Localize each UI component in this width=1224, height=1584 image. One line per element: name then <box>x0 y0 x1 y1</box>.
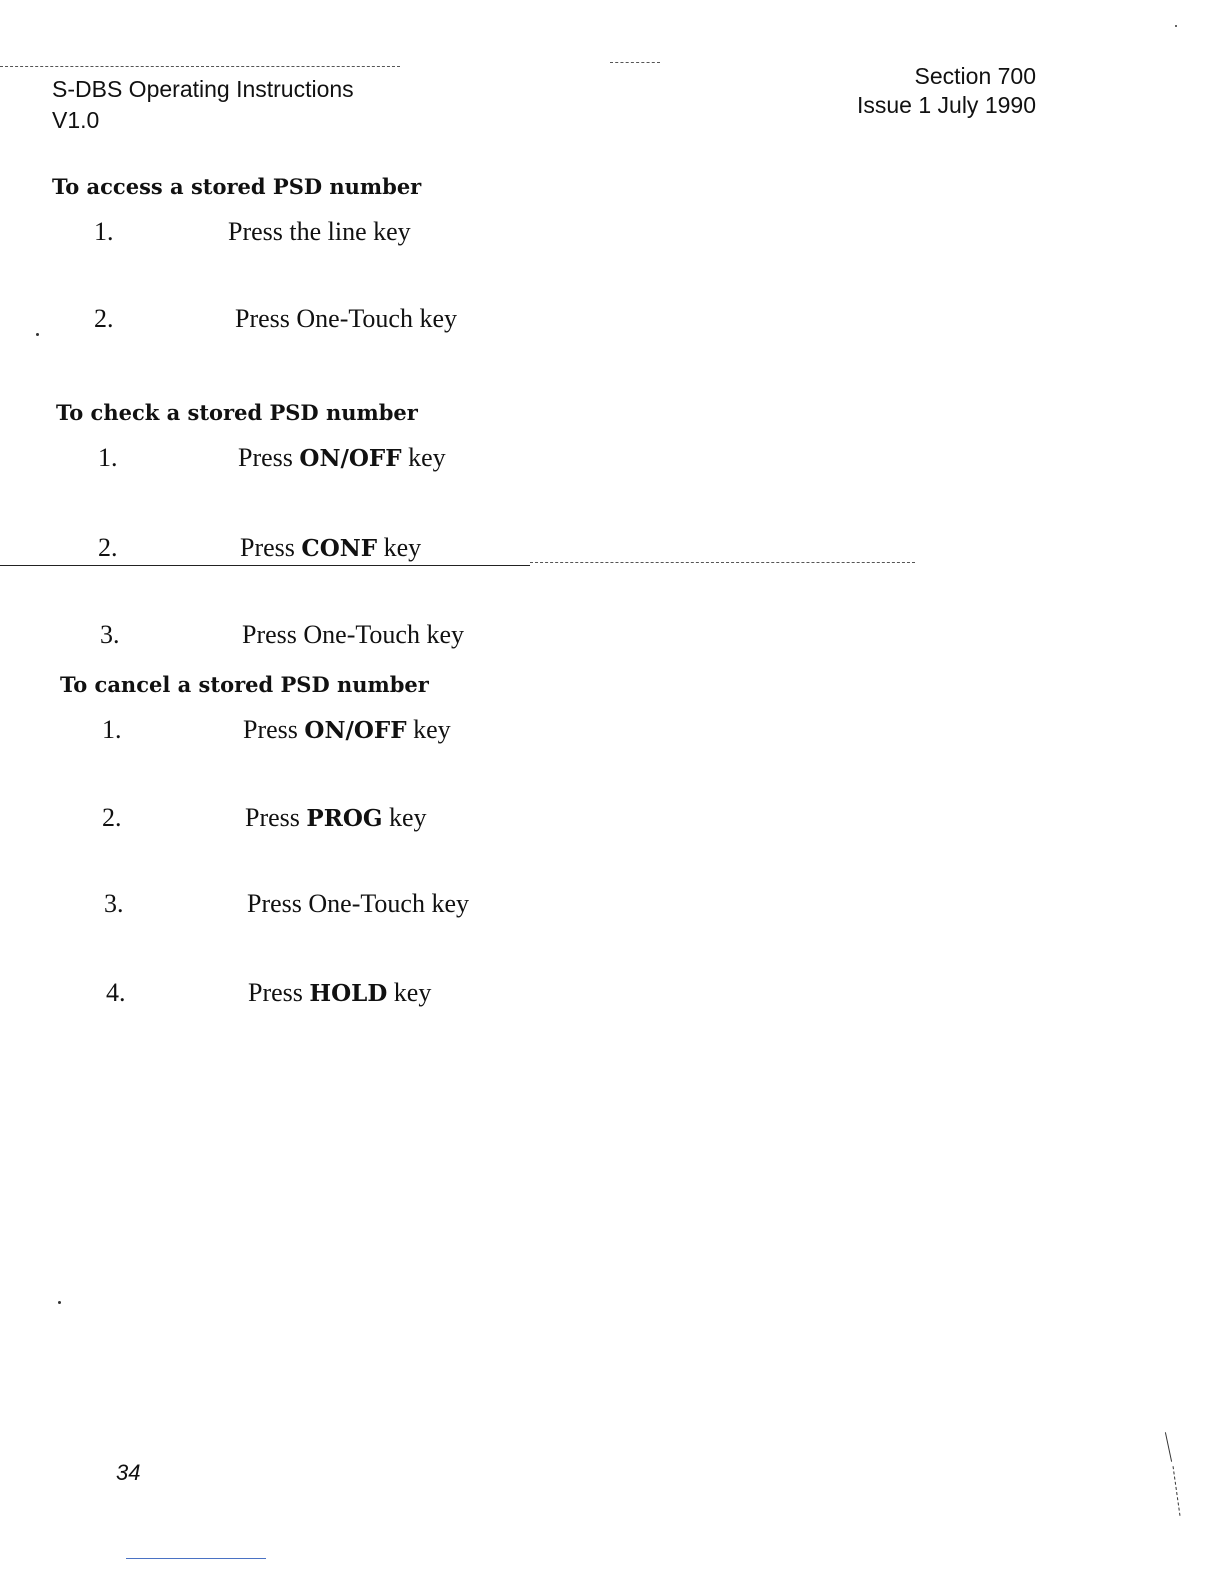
header-right <box>857 62 1036 120</box>
key-name: PROG <box>306 805 383 832</box>
step-number: 2. <box>98 533 118 562</box>
footer-line <box>126 1558 266 1559</box>
page-number: 34 <box>116 1460 141 1485</box>
scan-edge-mark <box>1173 1466 1181 1516</box>
step-number: 2. <box>102 803 122 832</box>
step-text: Press PROG key <box>245 803 427 832</box>
step-number: 3. <box>104 889 124 918</box>
section-number: Section 700 <box>914 63 1036 89</box>
scan-speck <box>1175 25 1177 27</box>
step-text: Press One-Touch key <box>242 620 465 649</box>
step-number: 1. <box>102 715 122 744</box>
top-rule-left <box>0 66 400 67</box>
scan-edge-mark <box>1165 1432 1172 1462</box>
step-text: Press One-Touch key <box>235 304 458 333</box>
step-text: Press the line key <box>228 217 411 246</box>
section-title-cancel: To cancel a stored PSD number <box>60 672 429 697</box>
step-text: Press ON/OFF key <box>238 443 446 472</box>
key-name: HOLD <box>309 980 388 1007</box>
mid-rule-solid <box>0 565 530 566</box>
step-text: Press CONF key <box>240 533 422 562</box>
key-name: CONF <box>301 535 378 562</box>
step-number: 3. <box>100 620 120 649</box>
step-text: Press One-Touch key <box>247 889 470 918</box>
doc-title: S-DBS Operating Instructions <box>52 76 354 102</box>
section-title-check: To check a stored PSD number <box>56 400 418 425</box>
section-title-access: To access a stored PSD number <box>52 174 422 199</box>
header-left <box>52 75 354 135</box>
scan-speck <box>36 333 39 336</box>
mid-rule-dashed <box>530 562 915 563</box>
step-number: 2. <box>94 304 114 333</box>
step-text: Press ON/OFF key <box>243 715 451 744</box>
key-name: ON/OFF <box>304 717 407 744</box>
scan-speck <box>58 1301 61 1304</box>
step-number: 4. <box>106 978 126 1007</box>
top-rule-mid <box>610 62 660 63</box>
doc-version: V1.0 <box>52 107 100 133</box>
key-name: ON/OFF <box>299 445 402 472</box>
issue-date: Issue 1 July 1990 <box>856 92 1036 118</box>
step-text: Press HOLD key <box>248 978 432 1007</box>
step-number: 1. <box>94 217 114 246</box>
step-number: 1. <box>98 443 118 472</box>
